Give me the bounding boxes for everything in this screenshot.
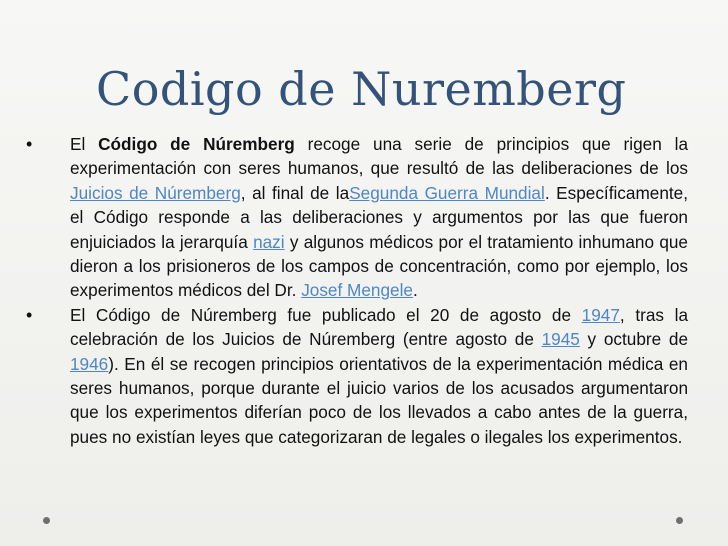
- hyperlink[interactable]: 1945: [541, 329, 580, 350]
- hyperlink[interactable]: nazi: [253, 231, 285, 252]
- text-run: y octubre de: [579, 329, 688, 350]
- text-run: El Código de Núremberg fue publicado el 20 de agosto de: [70, 304, 582, 325]
- bold-term: Código de Núremberg: [98, 134, 295, 154]
- bullet-text: [70, 303, 688, 449]
- text-run: , al final de la: [240, 182, 350, 203]
- hyperlink[interactable]: Juicios de Núremberg: [70, 182, 241, 203]
- text-run: y algunos médicos por el tratamiento inhumano que dieron a los prisioneros de los campos de concentración, como por ejemplo, los experimentos médicos del Dr.: [70, 231, 688, 301]
- hyperlink[interactable]: Josef Mengele: [301, 280, 413, 301]
- text-run: recoge una serie de principios que rigen la experimentación con seres humanos, que resultó de las deliberaciones de los: [70, 134, 688, 179]
- bullet-item: [26, 303, 688, 449]
- slide-title: Codigo de Nuremberg: [96, 62, 627, 116]
- bullet-item: [26, 132, 688, 303]
- bullet-icon: •: [26, 134, 33, 154]
- text-run: , tras la celebración de los Juicios de Núremberg (entre agosto de: [70, 304, 689, 350]
- bullet-text: [70, 132, 688, 303]
- bullet-icon: •: [26, 304, 33, 325]
- slide-body: [26, 132, 688, 449]
- text-run: .: [412, 280, 418, 301]
- hyperlink[interactable]: 1946: [70, 353, 109, 374]
- hyperlink[interactable]: Segunda Guerra Mundial: [349, 182, 545, 203]
- text-run: . Específicamente, el Código responde a las deliberaciones y argumentos por las que fueron enjuiciados la jerarquía: [70, 182, 688, 252]
- text-run: ). En él se recogen principios orientativos de la experimentación médica en seres humanos, porque durante el juicio varios de los acusados argumentaron que los experimentos diferían poco de los llevados a cabo antes de la guerra, pues no existían leyes que categorizaran de legales o ilegales los experimentos.: [70, 353, 688, 447]
- text-run: El: [70, 134, 99, 154]
- decorative-dot-icon: [676, 517, 683, 524]
- hyperlink[interactable]: 1947: [581, 304, 620, 325]
- decorative-dot-icon: [43, 517, 50, 524]
